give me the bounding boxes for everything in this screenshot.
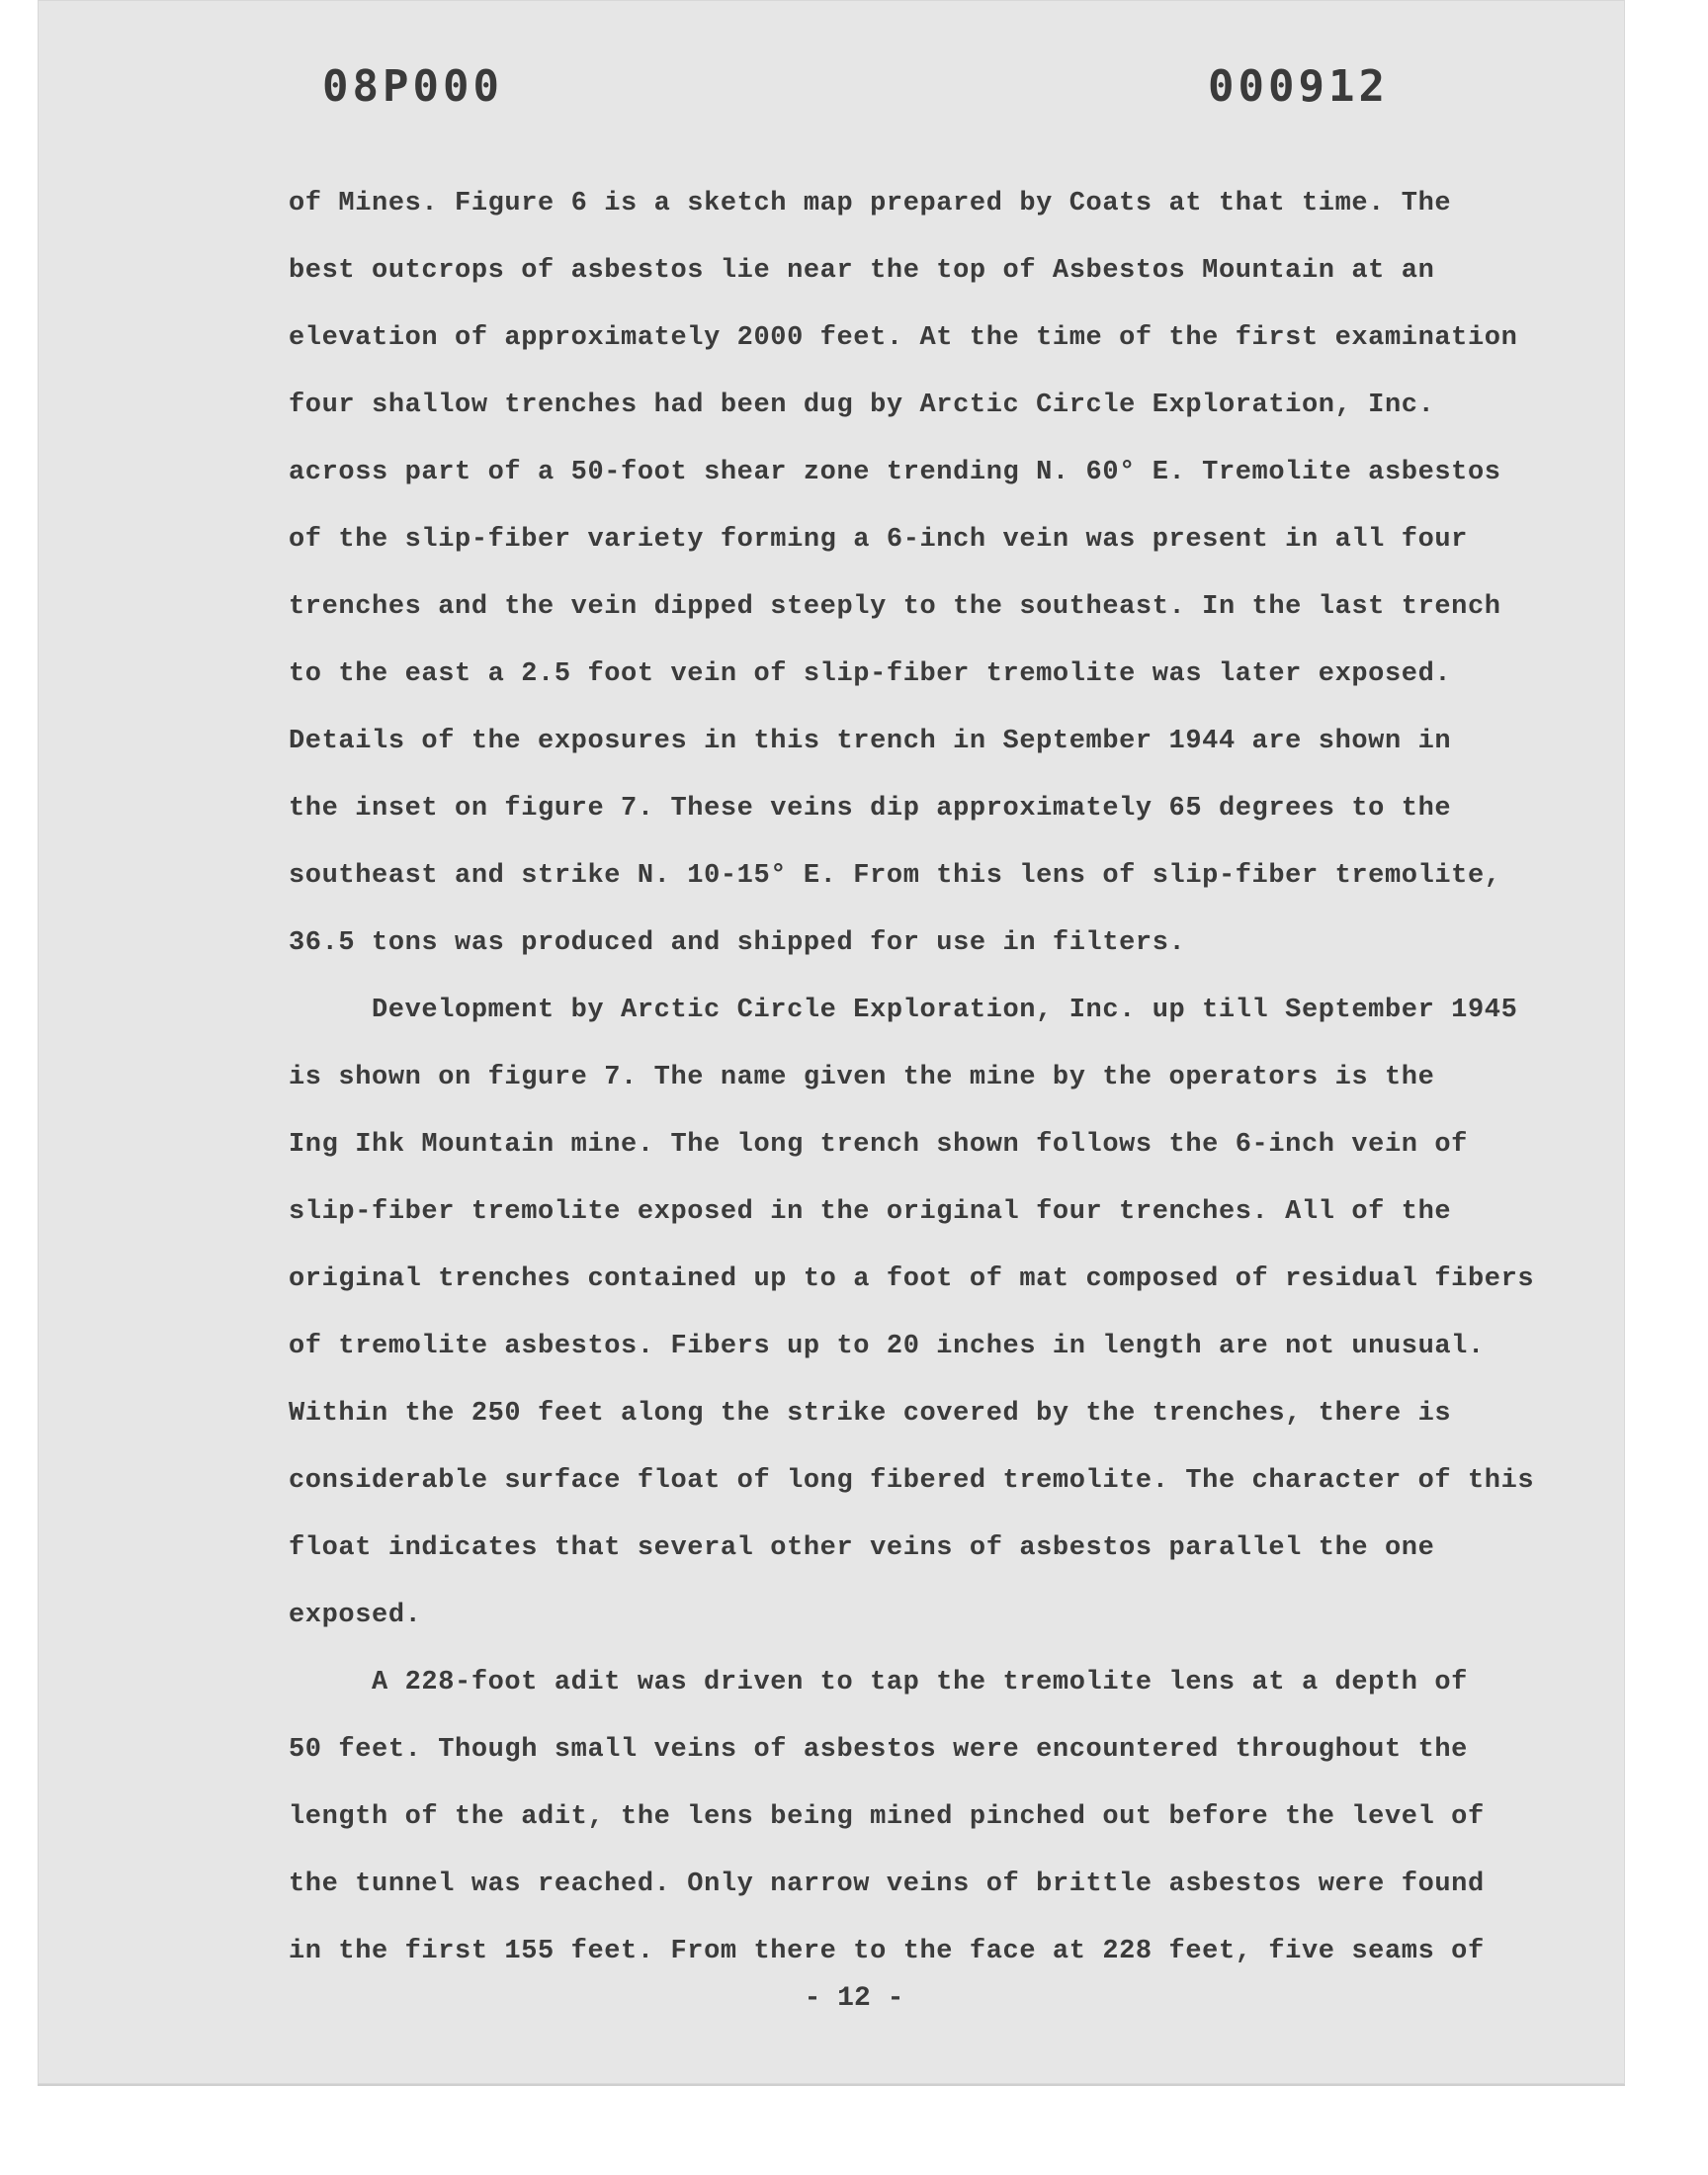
text-line: best outcrops of asbestos lie near the top of Asbestos Mountain at an (289, 256, 1435, 286)
text-line: of the slip-fiber variety forming a 6-inch vein was present in all four (289, 525, 1468, 555)
text-line: slip-fiber tremolite exposed in the original four trenches. All of the (289, 1197, 1452, 1227)
text-line: of tremolite asbestos. Fibers up to 20 inches in length are not unusual. (289, 1332, 1485, 1361)
page-number: - 12 - (804, 1983, 904, 2014)
paragraph-start-line: Development by Arctic Circle Exploration, Inc. up till September 1945 (372, 996, 1518, 1025)
text-line: float indicates that several other veins of asbestos parallel the one (289, 1533, 1435, 1563)
text-line: considerable surface float of long fibered tremolite. The character of this (289, 1466, 1535, 1496)
text-line: in the first 155 feet. From there to the face at 228 feet, five seams of (289, 1937, 1485, 1966)
text-line: original trenches contained up to a foot of mat composed of residual fibers (289, 1264, 1535, 1294)
text-line: the inset on figure 7. These veins dip approximately 65 degrees to the (289, 794, 1452, 824)
text-line: the tunnel was reached. Only narrow veins of brittle asbestos were found (289, 1870, 1485, 1899)
text-line: of Mines. Figure 6 is a sketch map prepared by Coats at that time. The (289, 189, 1452, 218)
text-line: elevation of approximately 2000 feet. At the time of the first examination (289, 323, 1518, 353)
text-line: Ing Ihk Mountain mine. The long trench shown follows the 6-inch vein of (289, 1130, 1468, 1160)
text-line: length of the adit, the lens being mined pinched out before the level of (289, 1802, 1485, 1832)
text-line: 36.5 tons was produced and shipped for use in filters. (289, 928, 1186, 958)
text-line: 50 feet. Though small veins of asbestos were encountered throughout the (289, 1735, 1468, 1765)
text-line: trenches and the vein dipped steeply to the southeast. In the last trench (289, 592, 1501, 622)
text-line: is shown on figure 7. The name given the mine by the operators is the (289, 1063, 1435, 1092)
text-line: southeast and strike N. 10-15° E. From this lens of slip-fiber tremolite, (289, 861, 1501, 891)
document-code-left: 08P000 (322, 61, 503, 112)
text-line: Within the 250 feet along the strike covered by the trenches, there is (289, 1399, 1452, 1429)
page-edge (38, 2084, 1625, 2086)
text-line: four shallow trenches had been dug by Arctic Circle Exploration, Inc. (289, 391, 1435, 420)
text-line: across part of a 50-foot shear zone trending N. 60° E. Tremolite asbestos (289, 458, 1501, 487)
document-code-right: 000912 (1208, 61, 1389, 112)
text-line: exposed. (289, 1601, 422, 1630)
text-line: Details of the exposures in this trench in September 1944 are shown in (289, 727, 1452, 756)
body-text (289, 178, 1593, 1993)
text-line: to the east a 2.5 foot vein of slip-fiber tremolite was later exposed. (289, 659, 1452, 689)
paragraph-start-line: A 228-foot adit was driven to tap the tremolite lens at a depth of (372, 1668, 1468, 1697)
